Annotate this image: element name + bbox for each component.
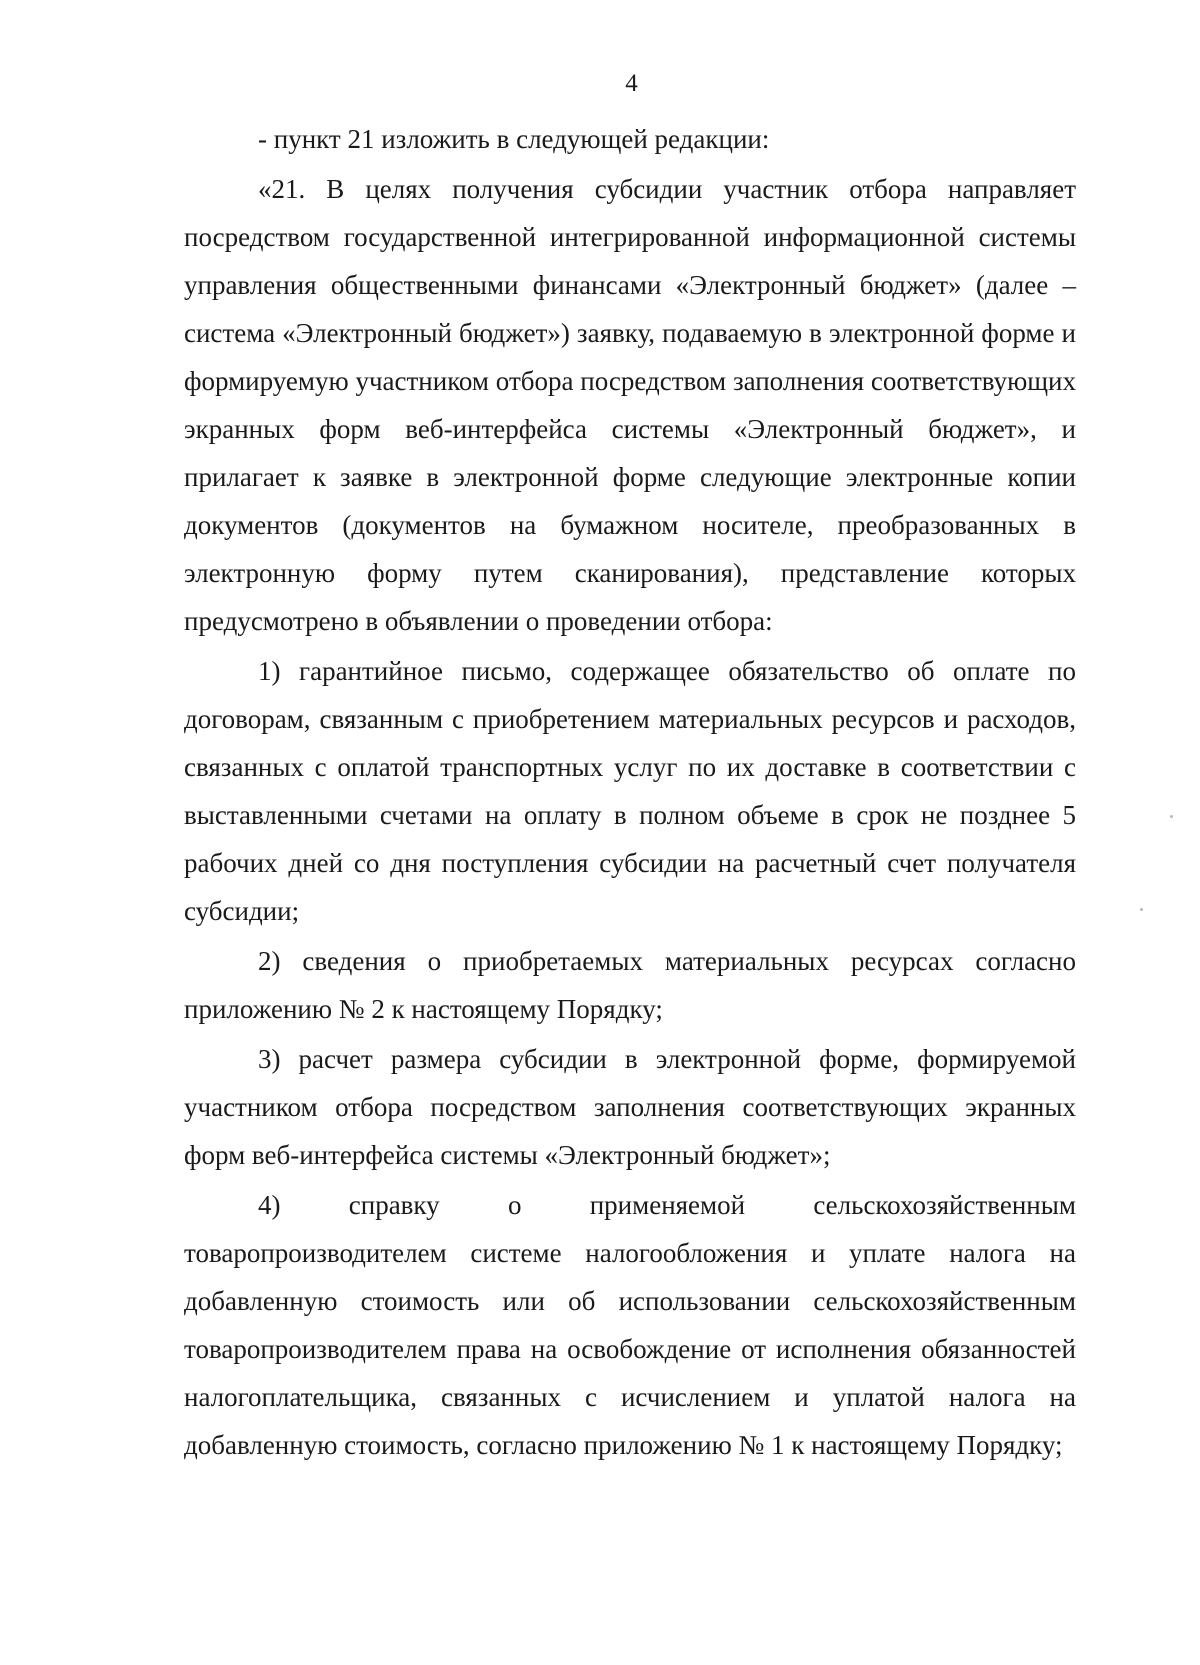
scan-speck: [1140, 908, 1143, 911]
page-number: 4: [625, 70, 638, 97]
scan-speck: [1170, 815, 1173, 818]
paragraph-item-21: «21. В целях получения субсидии участник отбора направляет посредством государственной интегрированной информационной системы управления общественными финансами «Электронный бюджет» (далее – система «Электронный бюджет») заявку, подаваемую в электронной форме и формируемую участником отбора посредством заполнения соответствующих экранных форм веб-интерфейса системы «Электронный бюджет», и прилагает к заявке в электронной форме следующие электронные копии документов (документов на бумажном носителе, преобразованных в электронную форму путем сканирования), представление которых предусмотрено в объявлении о проведении отбора:: [184, 174, 1076, 636]
paragraph-subitem-4: 4) справку о применяемой сельскохозяйственным товаропроизводителем системе налогообложения и уплате налога на добавленную стоимость или об использовании сельскохозяйственным товаропроизводителем права на освобождение от исполнения обязанностей налогоплательщика, связанных с исчислением и уплатой налога на добавленную стоимость, согласно приложению № 1 к настоящему Порядку;: [184, 1190, 1076, 1460]
paragraph-intro: - пункт 21 изложить в следующей редакции:: [258, 124, 770, 154]
paragraph-subitem-3: 3) расчет размера субсидии в электронной форме, формируемой участником отбора посредством заполнения соответствующих экранных форм веб-интерфейса системы «Электронный бюджет»;: [184, 1044, 1076, 1170]
document-body: [184, 115, 1076, 1471]
paragraph-subitem-2: 2) сведения о приобретаемых материальных ресурсах согласно приложению № 2 к настоящему Порядку;: [184, 946, 1076, 1024]
paragraph-subitem-1: 1) гарантийное письмо, содержащее обязательство об оплате по договорам, связанным с приобретением материальных ресурсов и расходов, связанных с оплатой транспортных услуг по их доставке в соответствии с выставленными счетами на оплату в полном объеме в срок не позднее 5 рабочих дней со дня поступления субсидии на расчетный счет получателя субсидии;: [184, 656, 1076, 926]
